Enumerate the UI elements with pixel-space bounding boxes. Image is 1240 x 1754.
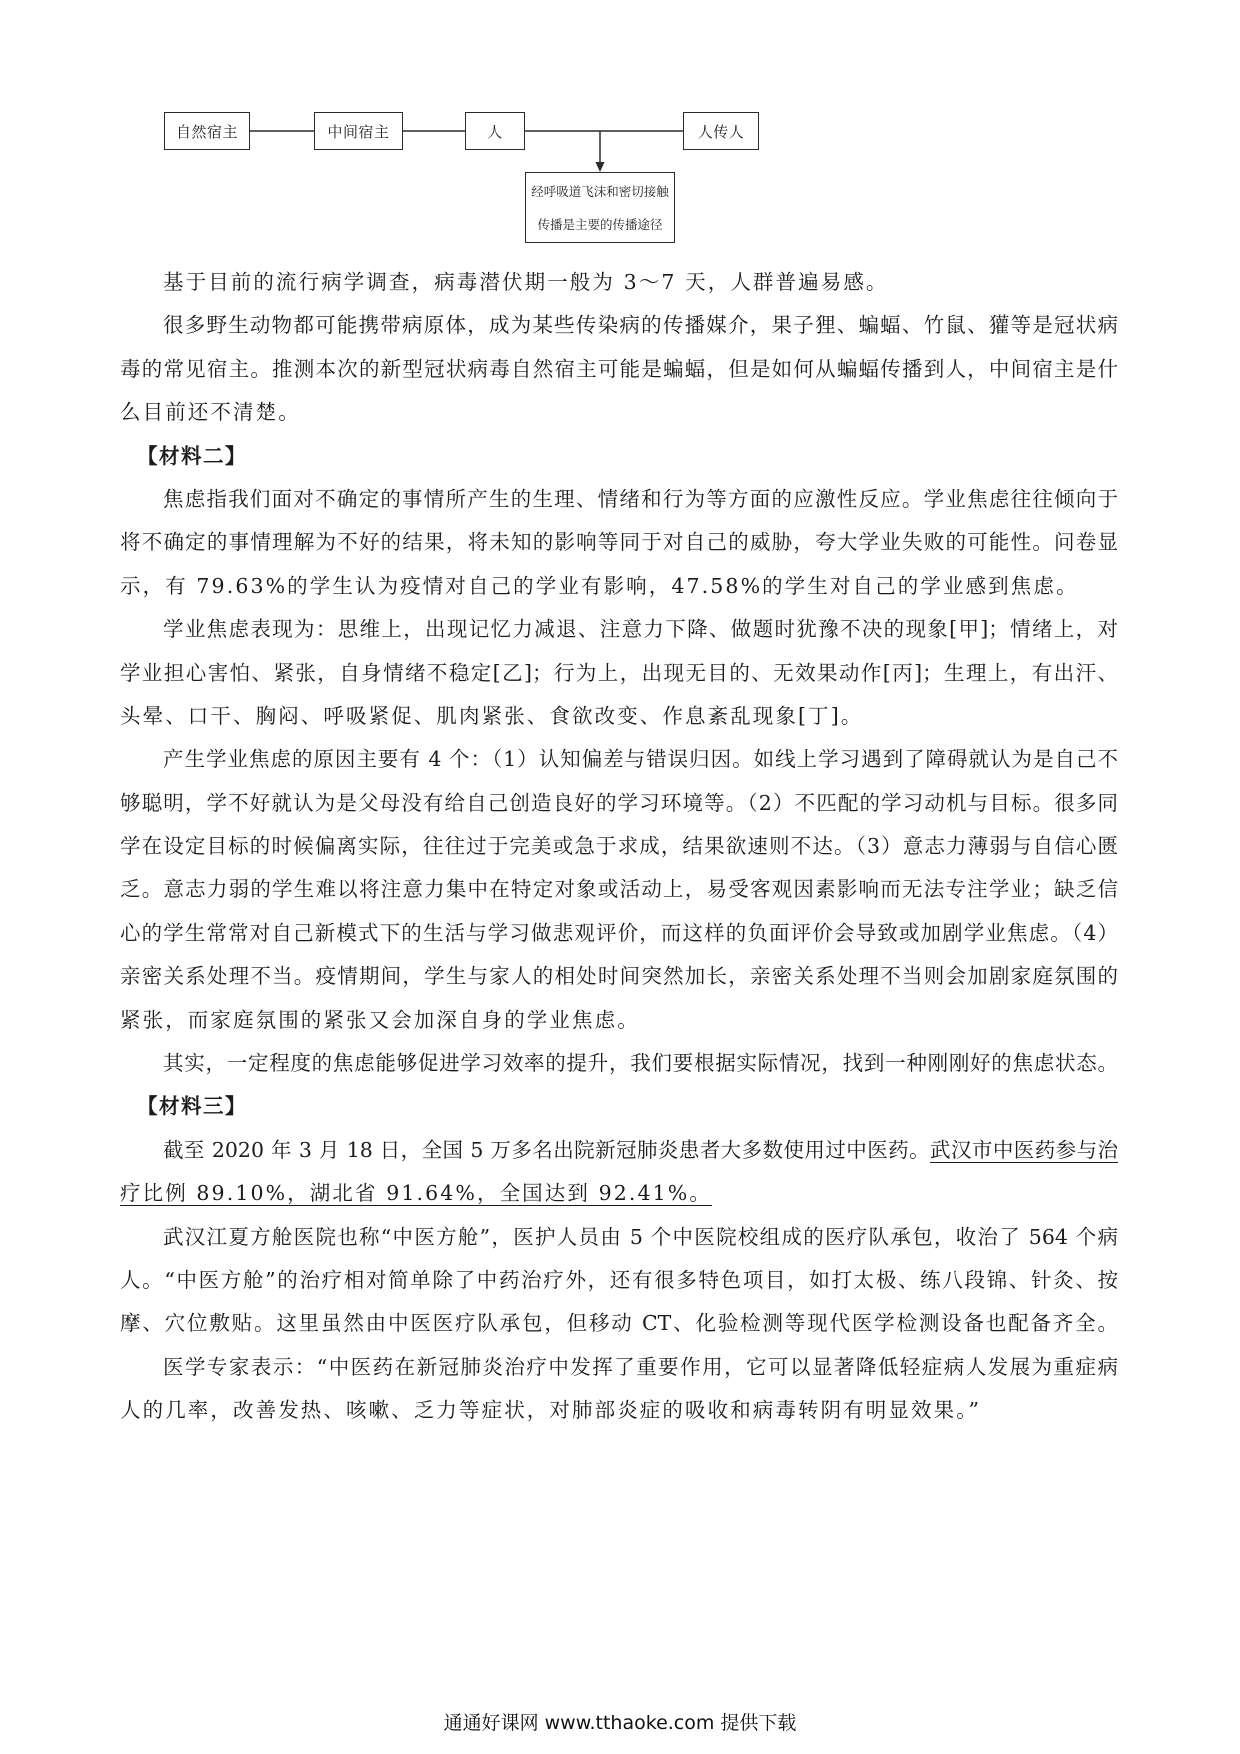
section-heading: 【材料三】 — [137, 1094, 247, 1119]
transmission-route-line: 经呼吸道飞沫和密切接触 — [531, 183, 669, 199]
paragraph — [120, 608, 1118, 738]
arrow-down-icon — [596, 162, 605, 172]
text-line: 紧张，而家庭氛围的紧张又会加深自身的学业焦虑。 — [120, 1007, 640, 1032]
text-line: 产生学业焦虑的原因主要有 4 个：（1）认知偏差与错误归因。如线上学习遇到了障碍就认为是自己不 — [163, 747, 1118, 772]
transmission-diagram — [0, 0, 800, 260]
text-line — [120, 1172, 1118, 1215]
paragraph — [120, 1216, 1118, 1346]
text-line: 人的几率，改善发热、咳嗽、乏力等症状，对肺部炎症的吸收和病毒转阴有明显效果。” — [120, 1398, 982, 1423]
text-line: 学业担心害怕、紧张，自身情绪不稳定[乙]；行为上，出现无目的、无效果动作[丙]；生理上，有出汗、 — [120, 660, 1118, 685]
page-footer: 通通好课网 www.tthaoke.com 提供下载 — [443, 1712, 797, 1734]
text-line: 学业焦虑表现为：思维上，出现记忆力减退、注意力下降、做题时犹豫不决的现象[甲]；情绪上，对 — [163, 617, 1118, 642]
text-line: 焦虑指我们面对不确定的事情所产生的生理、情绪和行为等方面的应激性反应。学业焦虑往往倾向于 — [163, 486, 1118, 511]
document-body — [120, 261, 1118, 1433]
text-line: 够聪明，学不好就认为是父母没有给自己创造良好的学习环境等。（2）不匹配的学习动机与目标。很多同 — [120, 790, 1118, 815]
text-line: 心的学生常常对自己新模式下的生活与学习做悲观评价，而这样的负面评价会导致或加剧学业焦虑。（4） — [120, 920, 1118, 945]
human-to-human-label: 人传人 — [697, 122, 745, 141]
human-to-human-box — [683, 112, 759, 150]
paragraph — [120, 738, 1118, 1042]
text-line: 乏。意志力弱的学生难以将注意力集中在特定对象或活动上，易受客观因素影响而无法专注学业；缺乏信 — [120, 877, 1118, 902]
paragraph — [120, 304, 1118, 434]
text-line: 学在设定目标的时候偏离实际，往往过于完美或急于求成，结果欲速则不达。（3）意志力薄弱与自信心匮 — [120, 834, 1118, 859]
text-line: 基于目前的流行病学调查，病毒潜伏期一般为 3～7 天，人群普遍易感。 — [163, 270, 889, 294]
text-line: 亲密关系处理不当。疫情期间，学生与家人的相处时间突然加长，亲密关系处理不当则会加剧家庭氛围的 — [120, 964, 1118, 989]
text-line — [120, 1129, 1118, 1172]
paragraph — [120, 1346, 1118, 1433]
text-line: 么目前还不清楚。 — [120, 400, 301, 425]
paragraph — [120, 261, 1118, 304]
text-line: 毒的常见宿主。推测本次的新型冠状病毒自然宿主可能是蝙蝠，但是如何从蝙蝠传播到人，中间宿主是什 — [120, 356, 1118, 381]
text-line: 示，有 79.63%的学生认为疫情对自己的学业有影响，47.58%的学生对自己的学业感到焦虑。 — [120, 573, 1079, 598]
intermediate-host-box — [314, 112, 403, 150]
text-line: 头晕、口干、胸闷、呼吸紧促、肌肉紧张、食欲改变、作息紊乱现象[丁]。 — [120, 703, 864, 728]
underlined-text: 疗比例 89.10%，湖北省 91.64%，全国达到 92.41%。 — [120, 1181, 712, 1206]
human-box — [465, 112, 525, 150]
paragraph — [120, 1042, 1118, 1085]
text-line: 人。“中医方舱”的治疗相对简单除了中药治疗外，还有很多特色项目，如打太极、练八段锦、针灸、按 — [120, 1267, 1118, 1292]
text-segment: 截至 2020 年 3 月 18 日，全国 5 万多名出院新冠肺炎患者大多数使用过中医药。 — [163, 1137, 931, 1162]
text-line: 很多野生动物都可能携带病原体，成为某些传染病的传播媒介，果子狸、蝙蝠、竹鼠、獾等是冠状病 — [163, 313, 1118, 338]
natural-host-label: 自然宿主 — [175, 122, 238, 141]
text-line: 摩、穴位敷贴。这里虽然由中医医疗队承包，但移动 CT、化验检测等现代医学检测设备也配备齐全。 — [120, 1311, 1118, 1336]
underlined-text: 武汉市中医药参与治 — [930, 1137, 1119, 1162]
transmission-route-line: 传播是主要的传播途径 — [537, 216, 663, 232]
intermediate-host-label: 中间宿主 — [327, 122, 390, 141]
text-line: 其实，一定程度的焦虑能够促进学习效率的提升，我们要根据实际情况，找到一种刚刚好的焦虑状态。 — [163, 1051, 1118, 1076]
text-line: 将不确定的事情理解为不好的结果，将未知的影响等同于对自己的威胁，夸大学业失败的可能性。问卷显 — [120, 530, 1118, 555]
text-line: 武汉江夏方舱医院也称“中医方舱”，医护人员由 5 个中医院校组成的医疗队承包，收治了 564 个病 — [163, 1224, 1118, 1249]
text-line: 医学专家表示：“中医药在新冠肺炎治疗中发挥了重要作用，它可以显著降低轻症病人发展为重症病 — [163, 1354, 1118, 1379]
natural-host-box — [164, 112, 250, 150]
section-heading: 【材料二】 — [137, 443, 247, 468]
transmission-route-box — [525, 172, 675, 243]
paragraph — [120, 1129, 1118, 1216]
paragraph — [120, 478, 1118, 608]
human-label: 人 — [487, 122, 503, 141]
